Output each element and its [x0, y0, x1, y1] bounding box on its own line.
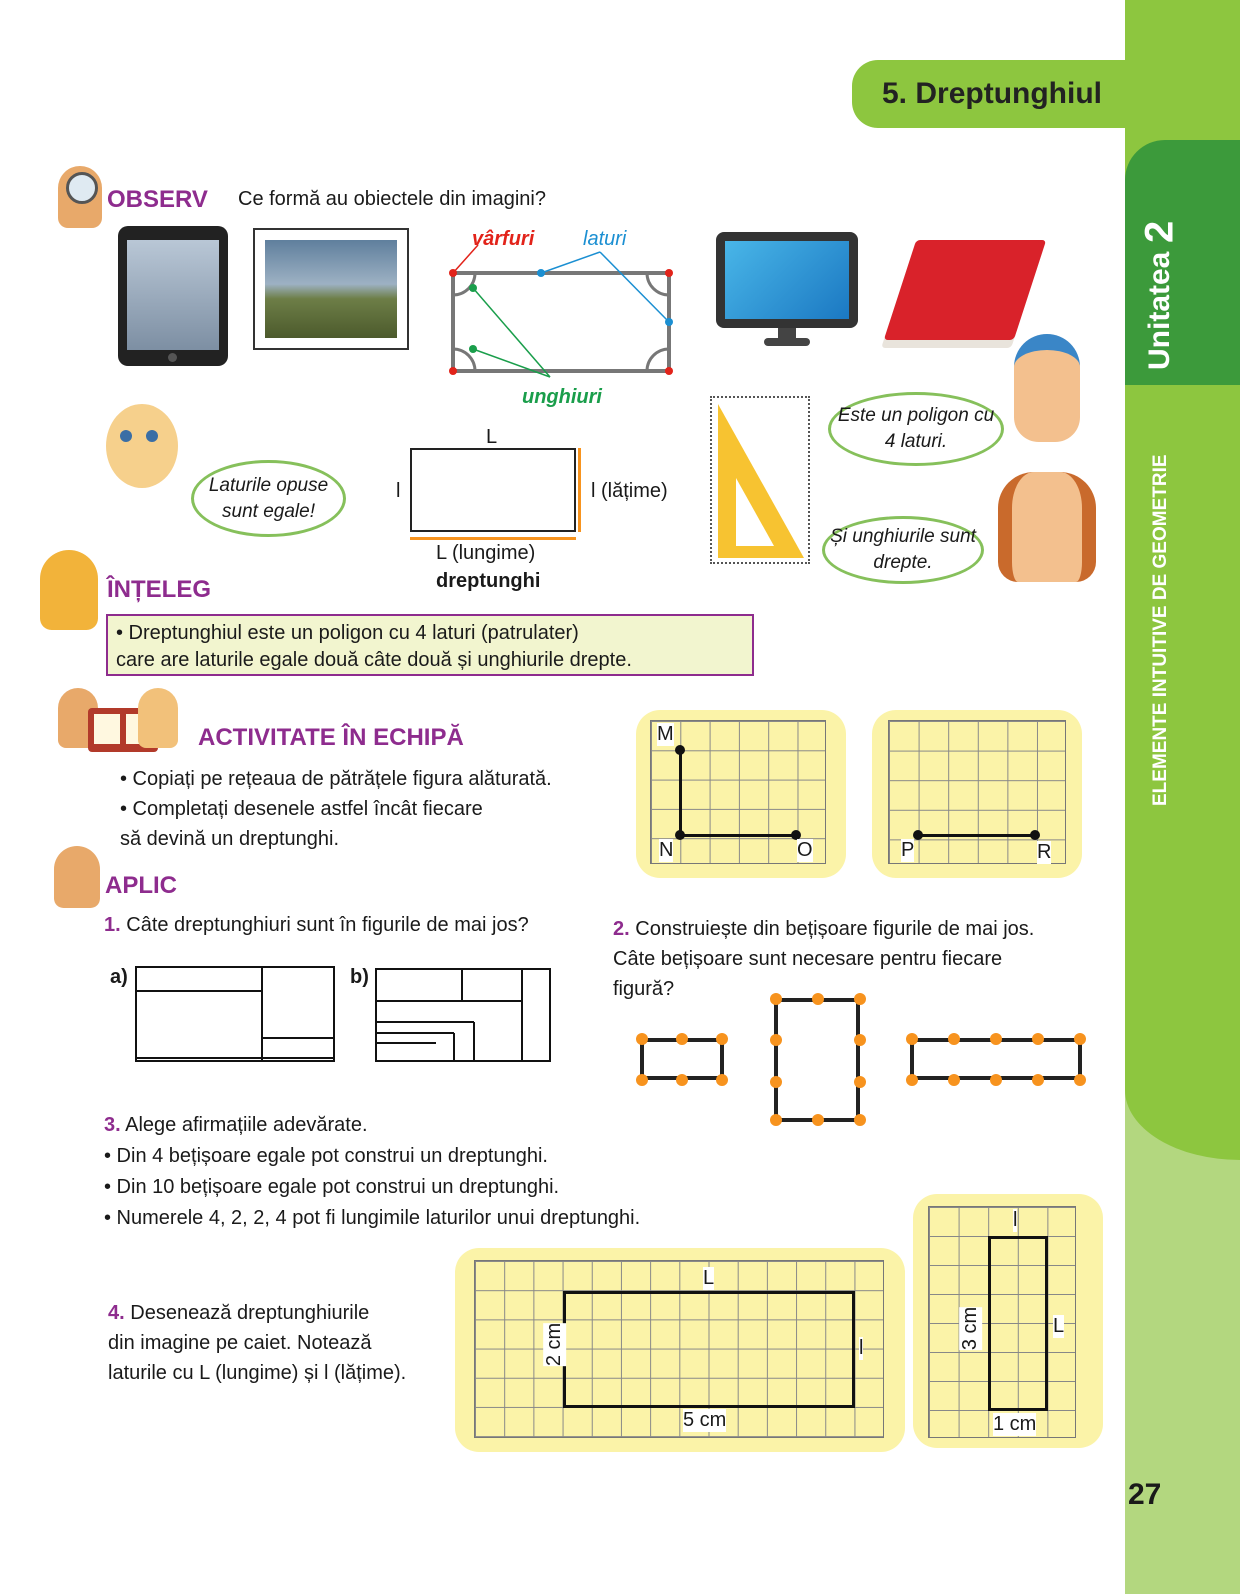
bubble-right-angles: Și unghiurile sunt drepte. [822, 516, 984, 584]
ex2-line-3: figură? [613, 978, 675, 1000]
rect-name: dreptunghi [436, 570, 541, 592]
ex4-block [108, 1298, 406, 1388]
kids-book-icon [58, 688, 178, 760]
big-bottom-label: 5 cm [683, 1409, 727, 1431]
width-arrow [578, 448, 581, 532]
kid-boy-blonde-icon [106, 404, 178, 488]
figure-a [134, 965, 336, 1063]
ex4-line-1: Desenează dreptunghiurile [130, 1302, 370, 1324]
ex2-line-1: Construiește din bețișoare figurile de mai jos. [635, 918, 1035, 940]
book-image [884, 240, 1046, 340]
small-label-l: l [1013, 1209, 1018, 1231]
rect-label-bottom: L (lungime) [436, 542, 536, 564]
page-number: 27 [1128, 1478, 1162, 1511]
kid-reading-icon [54, 846, 100, 908]
ex4-line-3: laturile cu L (lungime) și l (lățime). [108, 1362, 407, 1384]
small-label-L: L [1053, 1315, 1065, 1337]
definition-line-2: care are laturile egale două câte două și unghiurile drepte. [116, 649, 632, 671]
ex4-line-2: din imagine pe caiet. Notează [108, 1332, 372, 1354]
sticks-figure-2 [772, 996, 862, 1124]
big-label-L: L [703, 1267, 715, 1289]
bubble-opposite-sides: Laturile opuse sunt egale! [191, 460, 346, 537]
length-arrow [410, 537, 576, 540]
figure-b [374, 967, 552, 1063]
grid-pr [888, 720, 1066, 864]
aplic-heading: APLIC [105, 872, 177, 899]
page-title: 5. Dreptunghiul [852, 60, 1142, 128]
inteleg-heading: ÎNȚELEG [107, 576, 212, 603]
ex1-number: 1. [104, 914, 121, 936]
ex1-text: Câte dreptunghiuri sunt în figurile de mai jos? [126, 914, 529, 936]
ex1-prompt [104, 914, 529, 937]
section-label: ELEMENTE INTUITIVE DE GEOMETRIE [1150, 454, 1171, 806]
point-o: O [797, 839, 813, 861]
small-side-label: 3 cm [959, 1306, 982, 1351]
definition-line-1: • Dreptunghiul este un poligon cu 4 laturi (patrulater) [116, 622, 579, 644]
ex2-prompt [613, 914, 1034, 1004]
activitate-line-3: să devină un dreptunghi. [120, 828, 340, 850]
activitate-heading: ACTIVITATE ÎN ECHIPĂ [198, 724, 464, 751]
kid-girl-jumping-icon [40, 550, 98, 630]
rectangle-shape [410, 448, 576, 532]
rect-label-top: L [486, 426, 498, 448]
grid-small [928, 1206, 1076, 1438]
set-square-image [710, 396, 810, 564]
tablet-image [118, 226, 228, 366]
grid-big [474, 1260, 884, 1438]
point-p: P [901, 839, 915, 861]
label-unghiuri: unghiuri [522, 386, 602, 408]
kid-boy-cap-icon [1014, 334, 1080, 442]
grid-mno [650, 720, 826, 864]
ex3-item-1: • Din 4 bețișoare egale pot construi un dreptunghi. [104, 1145, 548, 1167]
ex3-number: 3. [104, 1114, 121, 1136]
sticks-figure-1 [638, 1036, 726, 1082]
big-label-l: l [859, 1337, 864, 1359]
sticks-figure-3 [908, 1036, 1084, 1082]
ex2-number: 2. [613, 918, 630, 940]
photo-frame-image [253, 228, 409, 350]
unit-number: 2 [1137, 221, 1182, 244]
fig-a-label: a) [110, 966, 128, 988]
rect-label-left: l [396, 480, 401, 502]
rect-label-right: l (lățime) [591, 480, 668, 502]
monitor-image [716, 232, 858, 350]
ex2-line-2: Câte bețișoare sunt necesare pentru fiecare [613, 948, 1003, 970]
unit-label [1137, 190, 1182, 370]
ex4-number: 4. [108, 1302, 125, 1324]
activitate-line-2: • Completați desenele astfel încât fiecare [120, 798, 483, 820]
fig-b-label: b) [350, 966, 369, 988]
bubble-polygon: Este un poligon cu 4 laturi. [828, 392, 1004, 466]
unit-word: Unitatea [1143, 251, 1176, 370]
ex3-item-3: • Numerele 4, 2, 2, 4 pot fi lungimile laturilor unui dreptunghi. [104, 1207, 641, 1229]
kid-magnifier-icon [58, 166, 102, 228]
point-m: M [657, 723, 674, 745]
point-r: R [1037, 841, 1052, 863]
definition-box [106, 614, 754, 676]
ex3-title: Alege afirmațiile adevărate. [125, 1114, 368, 1136]
small-bottom-label: 1 cm [993, 1413, 1037, 1435]
kid-girl-icon [998, 472, 1096, 582]
activitate-line-1: • Copiați pe rețeaua de pătrățele figura alăturată. [120, 768, 552, 790]
ex3-block [104, 1110, 640, 1234]
point-n: N [659, 839, 674, 861]
label-varfuri: vârfuri [472, 228, 535, 250]
big-side-label: 2 cm [543, 1322, 566, 1367]
observ-question: Ce formă au obiectele din imagini? [238, 188, 546, 210]
ex3-item-2: • Din 10 bețișoare egale pot construi un dreptunghi. [104, 1176, 560, 1198]
label-laturi: laturi [583, 228, 627, 250]
observ-heading: OBSERV [107, 186, 208, 213]
